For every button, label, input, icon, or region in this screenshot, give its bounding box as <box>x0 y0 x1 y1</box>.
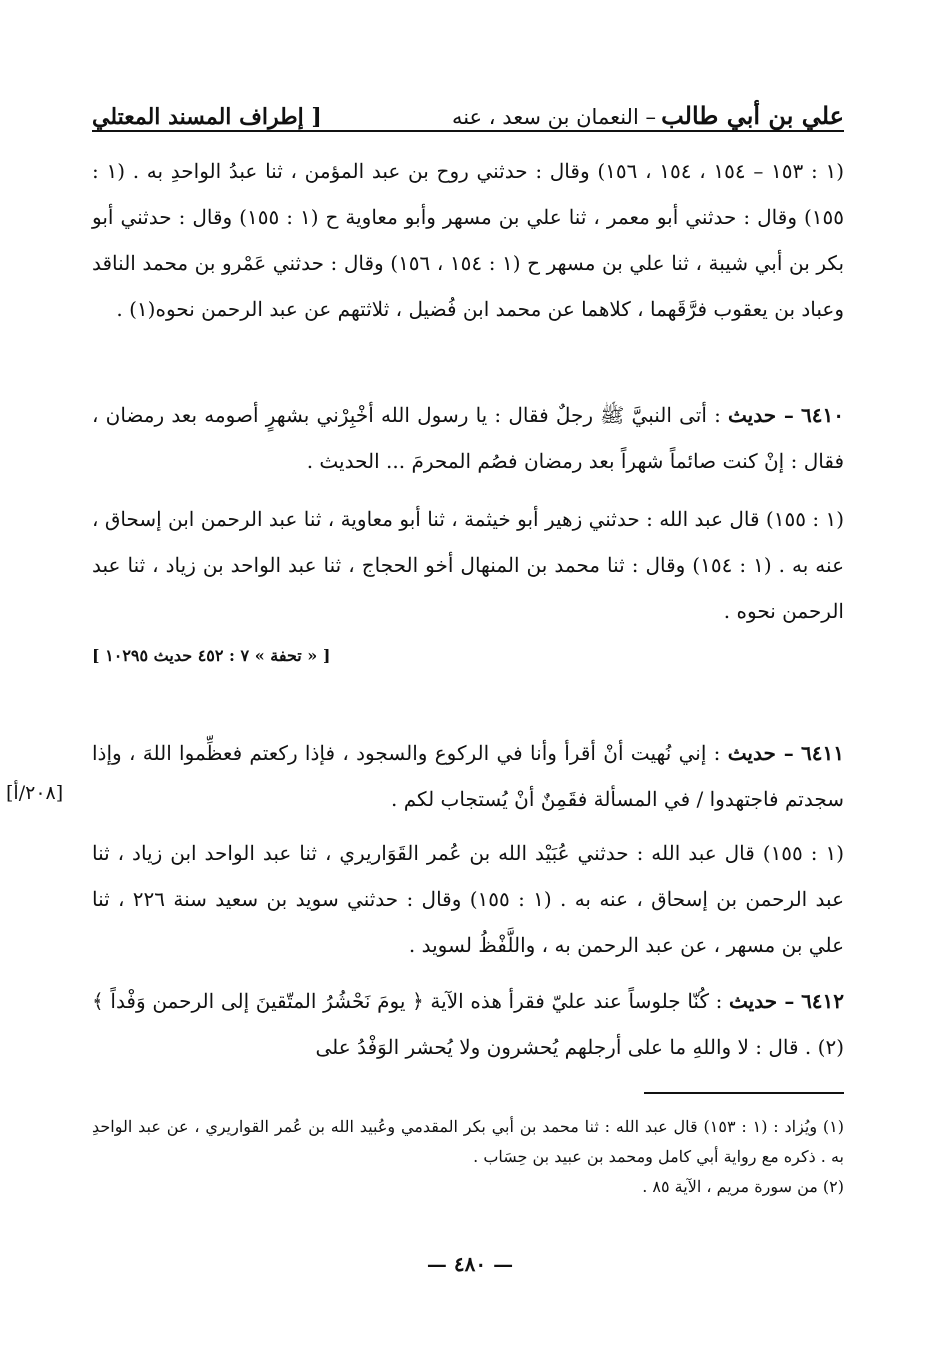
hadith-number: ٦٤١١ <box>801 741 844 765</box>
hadith-text: : إني نُهيت أنْ أقرأ وأنا في الركوع والسجود ، فإذا ركعتم فعظِّموا اللهَ ، وإذا سجدتم فاجتهدوا / في المسألة فقَمِنٌ أنْ يُستجاب لكم . <box>92 741 844 811</box>
header-title <box>452 101 844 130</box>
header-subtitle: – النعمان بن سعد ، عنه <box>451 105 656 129</box>
hadith-label: – حديث <box>727 741 794 765</box>
hadith-text: : أتى النبيَّ ﷺ رجلٌ فقال : يا رسول الله أخْبِرْني بشهرٍ أصومه بعد رمضان ، فقال : إنْ كنت صائماً شهراً بعد رمضان فصُم المحرمَ ... الحديث . <box>92 403 844 473</box>
footnote-divider <box>644 1092 844 1094</box>
footnote-1: (١) ويُزاد : (١ : ١٥٣) قال عبد الله : ثنا محمد بن أبي بكر المقدمي وعُبيد الله بن عُمر القواريري ، عن عبد الواحدِ به . ذكره مع رواية أبي كامل ومحمد بن عبيد بن حِسَاب . <box>92 1117 845 1166</box>
hadith-number: ٦٤١٢ <box>801 989 845 1013</box>
footnotes <box>92 1112 844 1202</box>
paragraph-chain-2: (١ : ١٥٥) قال عبد الله : حدثني زهير أبو خيثمة ، ثنا أبو معاوية ، ثنا عبد الرحمن ابن إسحاق ، عنه به . (١ : ١٥٤) وقال : ثنا محمد بن المنهال أخو الحجاج ، ثنا عبد الواحد بن زياد ، ثنا عبد الرحمن نحوه . <box>92 507 844 623</box>
page-number: — ٤٨٠ — <box>426 1252 514 1276</box>
hadith-6411 <box>92 730 844 822</box>
header-main-title: علي بن أبي طالب <box>661 101 844 130</box>
paragraph-chain-3: (١ : ١٥٥) قال عبد الله : حدثني عُبَيْد الله بن عُمر القَوَاريري ، ثنا عبد الواحد ابن زياد ، ثنا عبد الرحمن بن إسحاق ، عنه به . (١ : ١٥٥) وقال : حدثني سويد بن سعيد سنة ٢٢٦ ، ثنا علي بن مسهر ، عن عبد الرحمن به ، واللَّفْظُ لسويد . <box>92 841 845 957</box>
running-header <box>92 90 844 132</box>
hadith-label: – حديث <box>729 989 795 1013</box>
paragraph-chain-1: (١ : ١٥٣ – ١٥٤ ، ١٥٤ ، ١٥٦) وقال : حدثني روح بن عبد المؤمن ، ثنا عبدُ الواحدِ به . (١ : ١٥٥) وقال : حدثني أبو معمر ، ثنا علي بن مسهر وأبو معاوية ح (١ : ١٥٥) وقال : حدثني أبو بكر بن أبي شيبة ، ثنا علي بن مسهر ح (١ : ١٥٤ ، ١٥٦) وقال : حدثني عَمْرو بن محمد الناقد وعباد بن يعقوب فرَّقَهما ، كلاهما عن محمد ابن فُضيل ، ثلاثتهم عن عبد الرحمن نحوه(١) . <box>92 159 845 321</box>
hadith-number: ٦٤١٠ <box>801 403 845 427</box>
hadith-6412 <box>92 978 844 1070</box>
hadith-6410 <box>92 392 844 484</box>
footnote-2: (٢) من سورة مريم ، الآية ٨٥ . <box>642 1177 844 1196</box>
header-book-title: [ إطراف المسند المعتلي <box>92 104 322 130</box>
hadith-label: – حديث <box>728 403 794 427</box>
hadith-text: : كُنّا جلوساً عند عليّ فقرأ هذه الآية ﴿ يومَ نَحْشُرُ المتّقينَ إلى الرحمن وَفْداً ﴾(٢) . قال : لا واللهِ ما على أرجلهم يُحشرون ولا يُحشر الوَفْدُ على <box>92 989 844 1059</box>
tuhfa-reference: [ « تحفة » ٧ : ٤٥٢ حديث ١٠٢٩٥ ] <box>92 646 331 665</box>
margin-folio-note: [٢٠٨/أ] <box>6 782 64 804</box>
